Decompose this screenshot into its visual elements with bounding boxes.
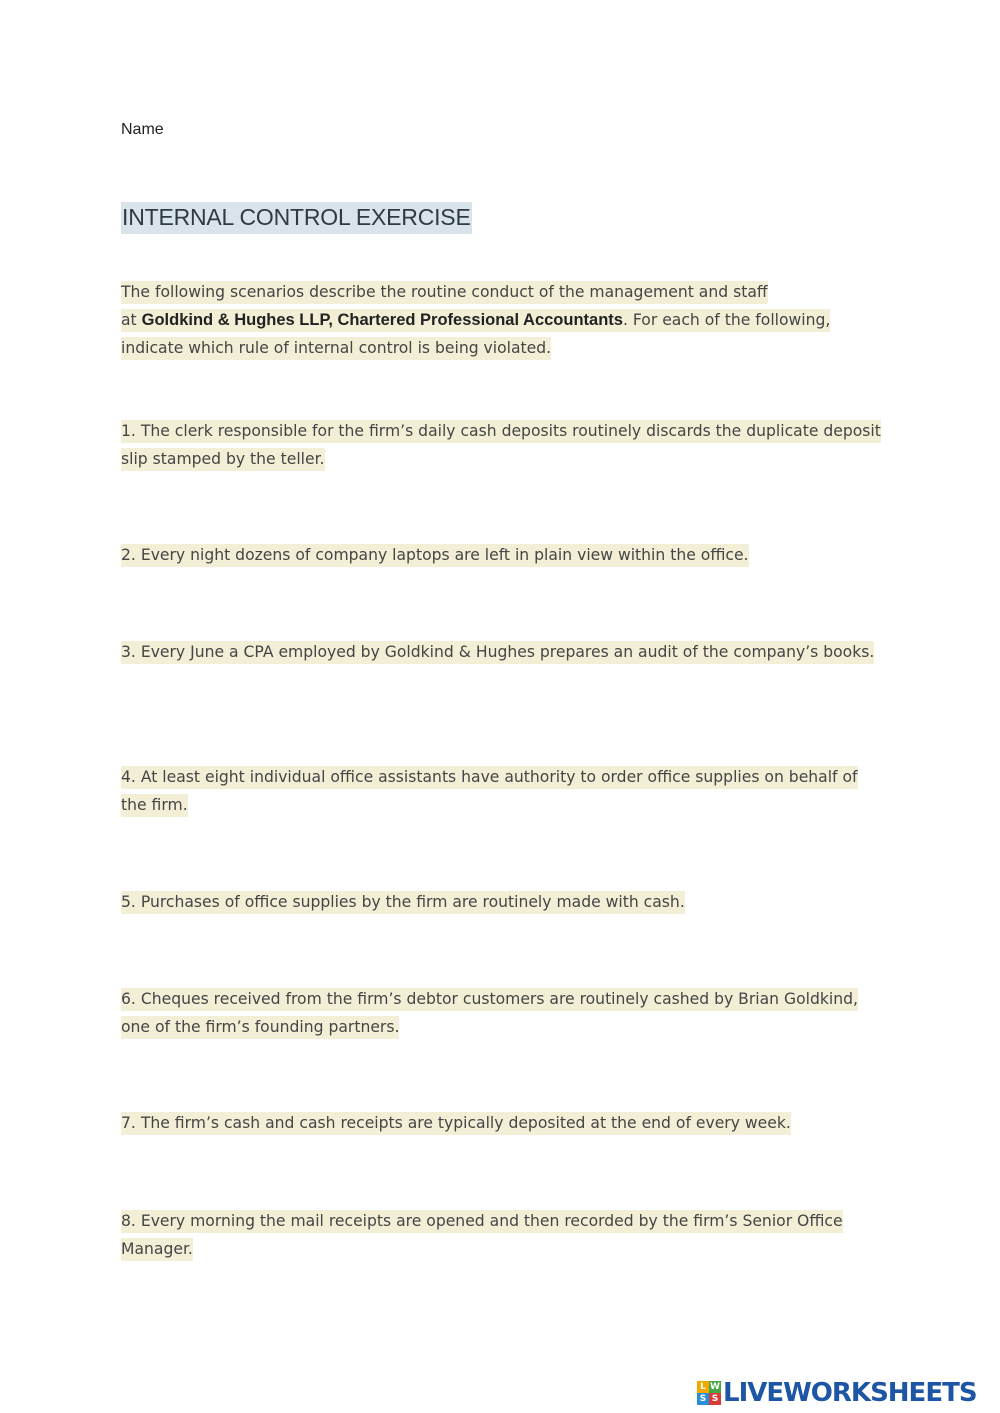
intro-paragraph xyxy=(121,278,881,362)
question-8 xyxy=(121,1207,881,1263)
question-text: 4. At least eight individual office assistants have authority to order office supplies on behalf of the firm. xyxy=(121,766,858,817)
question-2 xyxy=(121,541,881,569)
question-text: 6. Cheques received from the firm’s debtor customers are routinely cashed by Brian Goldkind, one of the firm’s founding partners. xyxy=(121,988,858,1039)
logo-mark-icon: L W S S xyxy=(697,1381,721,1405)
question-1 xyxy=(121,417,881,473)
firm-name: Goldkind & Hughes LLP, Chartered Professional Accountants xyxy=(142,309,623,332)
logo-text: LIVEWORKSHEETS xyxy=(723,1378,977,1408)
question-5 xyxy=(121,888,881,916)
question-7 xyxy=(121,1109,881,1137)
question-text: 3. Every June a CPA employed by Goldkind & Hughes prepares an audit of the company’s books. xyxy=(121,641,874,664)
question-text: 2. Every night dozens of company laptops are left in plain view within the office. xyxy=(121,544,749,567)
question-3 xyxy=(121,638,881,666)
question-6 xyxy=(121,985,881,1041)
intro-line-1: The following scenarios describe the routine conduct of the management and staff xyxy=(121,281,768,304)
intro-rest: . For each of the following, indicate which rule of internal control is being violated. xyxy=(121,309,830,360)
intro-at: at xyxy=(121,309,142,332)
question-text: 5. Purchases of office supplies by the firm are routinely made with cash. xyxy=(121,891,685,914)
name-label: Name xyxy=(121,121,164,138)
question-4 xyxy=(121,763,881,819)
question-text: 1. The clerk responsible for the firm’s daily cash deposits routinely discards the duplicate deposit slip stamped by the teller. xyxy=(121,420,881,471)
page-title: INTERNAL CONTROL EXERCISE xyxy=(121,202,472,234)
question-text: 8. Every morning the mail receipts are opened and then recorded by the firm’s Senior Office Manager. xyxy=(121,1210,843,1261)
liveworksheets-logo xyxy=(697,1377,977,1409)
question-text: 7. The firm’s cash and cash receipts are typically deposited at the end of every week. xyxy=(121,1112,791,1135)
